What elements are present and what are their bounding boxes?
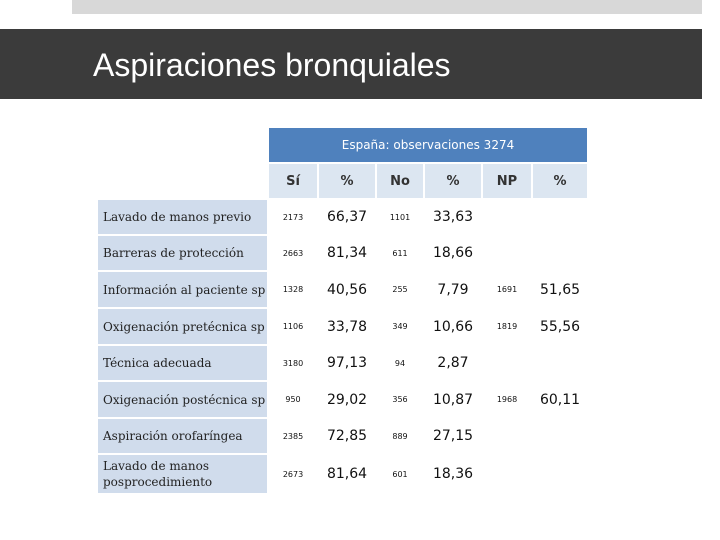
cell-si-pct: 81,34 xyxy=(319,236,375,270)
column-header-corner xyxy=(98,164,267,198)
cell-si: 2173 xyxy=(269,200,317,234)
row-label: Barreras de protección xyxy=(98,236,267,270)
cell-no: 356 xyxy=(377,382,423,417)
table-row xyxy=(98,346,587,380)
cell-no: 255 xyxy=(377,272,423,307)
cell-np xyxy=(483,346,531,380)
cell-si-pct: 81,64 xyxy=(319,455,375,493)
col-header-si-pct: % xyxy=(319,164,375,198)
cell-np xyxy=(483,236,531,270)
table-row xyxy=(98,309,587,344)
column-header-row xyxy=(98,164,587,198)
col-header-no: No xyxy=(377,164,423,198)
row-label: Oxigenación pretécnica sp xyxy=(98,309,267,344)
cell-np: 1819 xyxy=(483,309,531,344)
table-row xyxy=(98,382,587,417)
col-header-si: Sí xyxy=(269,164,317,198)
row-label: Lavado de manos previo xyxy=(98,200,267,234)
col-header-np-pct: % xyxy=(533,164,587,198)
cell-si-pct: 29,02 xyxy=(319,382,375,417)
cell-no-pct: 10,87 xyxy=(425,382,481,417)
cell-no-pct: 18,66 xyxy=(425,236,481,270)
cell-si-pct: 66,37 xyxy=(319,200,375,234)
cell-np-pct xyxy=(533,419,587,453)
observations-table xyxy=(96,126,589,495)
cell-no-pct: 2,87 xyxy=(425,346,481,380)
row-label: Técnica adecuada xyxy=(98,346,267,380)
cell-np-pct xyxy=(533,200,587,234)
cell-no: 601 xyxy=(377,455,423,493)
cell-si: 2673 xyxy=(269,455,317,493)
cell-np-pct xyxy=(533,346,587,380)
slide-title: Aspiraciones bronquiales xyxy=(93,47,451,83)
cell-np-pct: 51,65 xyxy=(533,272,587,307)
table-row xyxy=(98,272,587,307)
cell-np: 1968 xyxy=(483,382,531,417)
cell-no: 1101 xyxy=(377,200,423,234)
cell-no-pct: 18,36 xyxy=(425,455,481,493)
row-label: Información al paciente sp xyxy=(98,272,267,307)
row-label: Lavado de manos posprocedimiento xyxy=(98,455,267,493)
cell-np-pct: 55,56 xyxy=(533,309,587,344)
cell-si: 1328 xyxy=(269,272,317,307)
cell-si-pct: 97,13 xyxy=(319,346,375,380)
group-header: España: observaciones 3274 xyxy=(269,128,587,162)
cell-si: 2663 xyxy=(269,236,317,270)
row-label: Aspiración orofaríngea xyxy=(98,419,267,453)
cell-si-pct: 33,78 xyxy=(319,309,375,344)
col-header-np: NP xyxy=(483,164,531,198)
cell-no: 349 xyxy=(377,309,423,344)
table-row xyxy=(98,200,587,234)
cell-no-pct: 10,66 xyxy=(425,309,481,344)
header-corner xyxy=(98,128,267,162)
cell-si: 1106 xyxy=(269,309,317,344)
cell-no: 94 xyxy=(377,346,423,380)
cell-np-pct xyxy=(533,455,587,493)
table-row xyxy=(98,419,587,453)
cell-no-pct: 27,15 xyxy=(425,419,481,453)
table-row xyxy=(98,236,587,270)
cell-np: 1691 xyxy=(483,272,531,307)
group-header-row xyxy=(98,128,587,162)
cell-np-pct: 60,11 xyxy=(533,382,587,417)
cell-si: 2385 xyxy=(269,419,317,453)
table-row xyxy=(98,455,587,493)
cell-si: 3180 xyxy=(269,346,317,380)
cell-np xyxy=(483,419,531,453)
cell-si-pct: 72,85 xyxy=(319,419,375,453)
cell-no-pct: 7,79 xyxy=(425,272,481,307)
cell-no: 611 xyxy=(377,236,423,270)
col-header-no-pct: % xyxy=(425,164,481,198)
row-label: Oxigenación postécnica sp xyxy=(98,382,267,417)
top-decor-strip xyxy=(72,0,702,14)
cell-si: 950 xyxy=(269,382,317,417)
cell-np-pct xyxy=(533,236,587,270)
cell-no-pct: 33,63 xyxy=(425,200,481,234)
cell-si-pct: 40,56 xyxy=(319,272,375,307)
cell-no: 889 xyxy=(377,419,423,453)
cell-np xyxy=(483,455,531,493)
cell-np xyxy=(483,200,531,234)
